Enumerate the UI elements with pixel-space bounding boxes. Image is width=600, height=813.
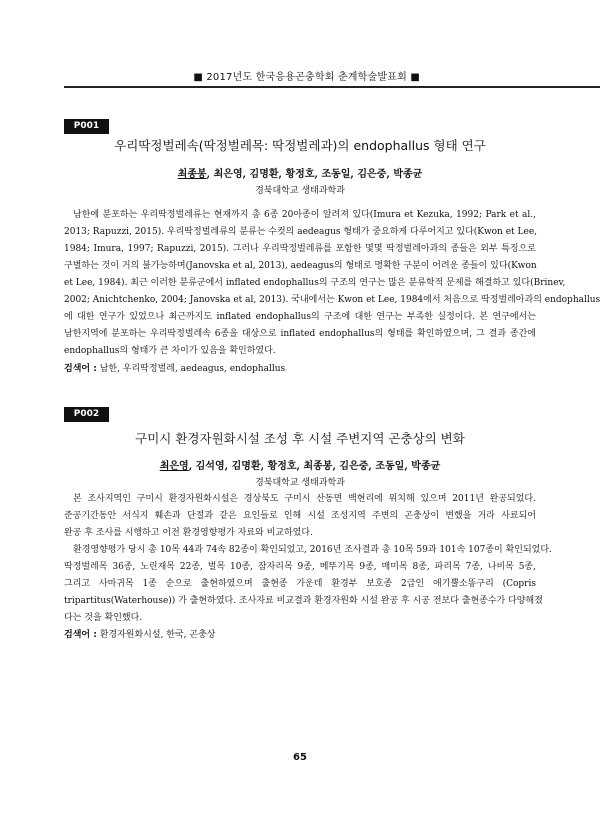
page-number: 65 (293, 752, 307, 763)
body-line: tripartitus(Waterhouse)) 가 출현하였다. 조사자료 비교결과 환경자원화 시설 완공 후 시공 전보다 출현종수가 다양해졌 (64, 596, 543, 606)
keywords (64, 627, 536, 640)
body-line: 1984; Imura, 1997; Rapuzzi, 2015). 그러나 우리딱정벌레류를 포함한 몇몇 딱정벌레아과의 종들은 외부 특징으로 (64, 244, 536, 254)
body-line: 본 조사지역인 구미시 환경자원화시설은 경상북도 구미시 산동면 백현리에 위치해 있으며 2011년 완공되었다. (73, 494, 536, 504)
keywords-label: 검색어 : (64, 364, 97, 374)
body-line: 구별하는 것이 거의 불가능하며(Janovska et al, 2013), aedeagus의 형태로 명확한 구분이 어려운 종들이 있다(Kwon (64, 261, 537, 271)
abstract-body (64, 491, 552, 627)
affiliation: 경북대학교 생태과학과 (255, 478, 345, 488)
presenting-author: 최종봉 (177, 169, 207, 180)
coauthors: , 김석영, 김명환, 황정호, 최종봉, 김은중, 조동일, 박종균 (188, 461, 441, 472)
body-line: 다는 것을 확인했다. (64, 613, 143, 623)
body-line: 딱정벌레목 36종, 노린재목 22종, 벌목 10종, 잠자리목 9종, 메뚜기목 9종, 매미목 8종, 파리목 7종, 나비목 5종, (64, 562, 536, 572)
body-line: 환경영향평가 당시 총 10목 44과 74속 82종이 확인되었고, 2016년 조사결과 총 10목 59과 101속 107종이 확인되었다. (73, 545, 552, 555)
author-list (64, 457, 536, 472)
keywords-values: 남한, 우리딱정벌레, aedeagus, endophallus (96, 364, 286, 374)
author-list (64, 165, 536, 180)
affiliation: 경북대학교 생태과학과 (255, 186, 345, 196)
body-line: et Lee, 1984). 최근 이러한 분류군에서 inflated endophallus의 구조의 연구는 많은 분류학적 문제를 해결하고 있다(Brinev, (64, 278, 566, 288)
abstract-tag: P002 (64, 407, 109, 422)
body-line: 남한에 분포하는 우리딱정벌레류는 현재까지 총 6종 20아종이 알려져 있다(Imura et Kezuka, 1992; Park et al., (73, 210, 536, 220)
presenting-author: 최은영 (159, 461, 189, 472)
conference-header-text: ■ 2017년도 한국응용곤충학회 춘계학술발표회 ■ (193, 72, 420, 83)
keywords (64, 361, 536, 374)
body-line: 에 대한 연구가 있었으나 최근까지도 inflated endophallus의 구조에 대한 연구는 부족한 실정이다. 본 연구에서는 (64, 312, 536, 322)
abstract-title: 우리딱정벌레속(딱정벌레목: 딱정벌레과)의 endophallus 형태 연구 (114, 138, 486, 153)
abstract-tag: P001 (64, 119, 109, 134)
body-line: 그리고 사마귀목 1종 순으로 출현하였으며 출현종 가운데 환경부 보호종 2급인 애기뿔소똥구리 (Copris (64, 579, 536, 589)
body-line: 준공기간동안 서식지 훼손과 단절과 같은 요인들로 인해 시설 조성지역 주변의 곤충상이 변했을 거라 사료되어 (64, 511, 536, 521)
body-line: 2002; Anichtchenko, 2004; Janovska et al, 2013). 국내에서는 Kwon et Lee, 1984에서 처음으로 딱정벌레아과의 endophallus (64, 295, 600, 305)
header-rule (64, 86, 600, 88)
keywords-label: 검색어 : (64, 630, 97, 640)
abstract-body (64, 207, 600, 360)
abstract-title: 구미시 환경자원화시설 조성 후 시설 주변지역 곤충상의 변화 (135, 431, 465, 446)
body-line: 완공 후 조사를 시행하고 이전 환경영향평가 자료와 비교하였다. (64, 528, 313, 538)
body-line: endophallus의 형태가 큰 차이가 있음을 확인하였다. (64, 346, 276, 356)
keywords-values: 환경자원화시설, 한국, 곤충상 (96, 630, 216, 640)
coauthors: , 최은영, 김명환, 황정호, 조동일, 김은중, 박종균 (206, 169, 423, 180)
body-line: 2013; Rapuzzi, 2015). 우리딱정벌레류의 분류는 수컷의 aedeagus 형태가 중요하게 다루어지고 있다(Kwon et Lee, (64, 227, 538, 237)
body-line: 남한지역에 분포하는 우리딱정벌레속 6종을 대상으로 inflated endophallus의 형태를 확인하였으며, 그 결과 종간에 (64, 329, 536, 339)
